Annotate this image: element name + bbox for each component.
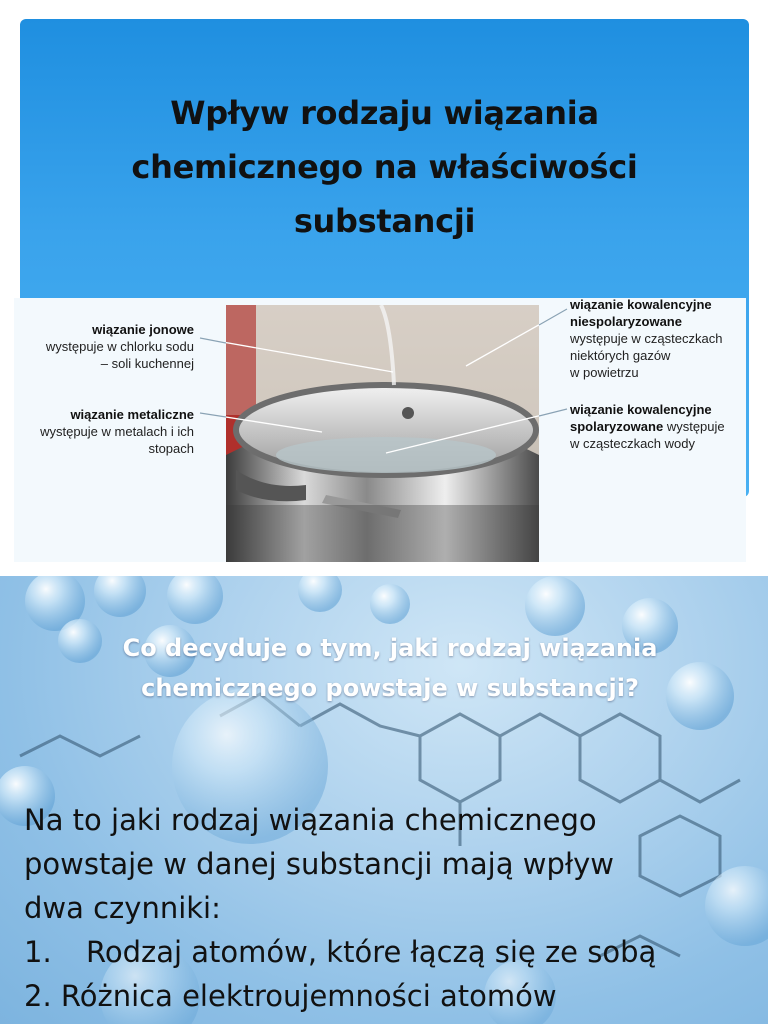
label-ionic-line-2: – soli kuchennej [100,356,194,371]
intro-line-2: powstaje w danej substancji mają wpływ [24,847,614,881]
label-nonpolar-heading-2: niespolaryzowane [570,314,682,329]
label-metallic-bond [14,406,194,457]
list-item-2-text: Różnica elektroujemności atomów [60,979,557,1013]
title-line-2: chemicznego na właściwości [131,148,638,186]
list-item-1-number: 1. [24,935,52,969]
question-heading [40,628,740,708]
intro-line-3: dwa czynniki: [24,891,221,925]
label-polar-line-1: w cząsteczkach wody [570,436,695,451]
label-polar-tail: występuje [663,419,725,434]
slide-title [20,86,749,248]
label-metallic-line-2: stopach [148,441,194,456]
question-line-2: chemicznego powstaje w substancji? [141,674,639,702]
list-item-2-number: 2. [24,979,52,1013]
label-nonpolar-line-3: w powietrzu [570,365,639,380]
label-nonpolar-covalent-bond [570,296,748,381]
label-nonpolar-heading-1: wiązanie kowalencyjne [570,297,712,312]
label-ionic-bond [20,321,194,372]
list-item-2 [24,974,764,1018]
title-line-1: Wpływ rodzaju wiązania [170,94,599,132]
label-polar-covalent-bond [570,401,748,452]
answer-text [24,798,764,1018]
label-metallic-heading: wiązanie metaliczne [70,407,194,422]
question-line-1: Co decyduje o tym, jaki rodzaj wiązania [122,634,658,662]
pot-illustration [226,305,539,562]
label-polar-heading-2: spolaryzowane [570,419,664,434]
slide-2 [0,576,768,1024]
label-nonpolar-line-2: niektórych gazów [570,348,671,363]
list-item-1-text: Rodzaj atomów, które łączą się ze sobą [86,935,657,969]
cooking-pot-photo [226,305,539,562]
intro-line-1: Na to jaki rodzaj wiązania chemicznego [24,803,597,837]
label-ionic-line-1: występuje w chlorku sodu [45,339,194,354]
label-nonpolar-line-1: występuje w cząsteczkach [570,331,723,346]
label-polar-heading-1: wiązanie kowalencyjne [570,402,712,417]
title-line-3: substancji [293,202,476,240]
label-metallic-line-1: występuje w metalach i ich [40,424,194,439]
label-ionic-heading: wiązanie jonowe [92,322,194,337]
list-item-1 [24,930,764,974]
